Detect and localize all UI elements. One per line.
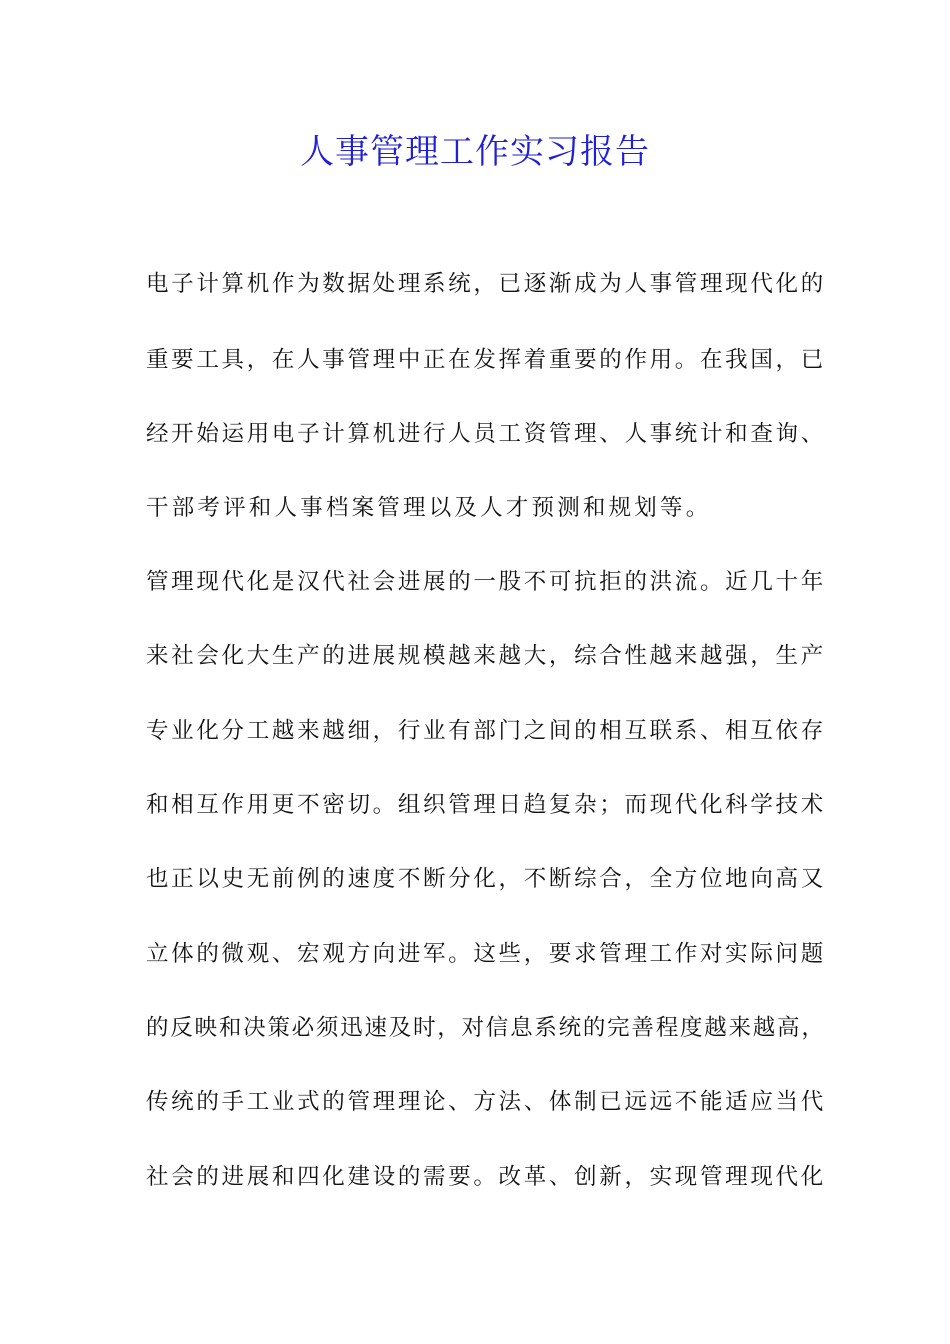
paragraph-line: 社会的进展和四化建设的需要。改革、创新，实现管理现代化: [146, 1164, 826, 1190]
paragraph-line: 也正以史无前例的速度不断分化，不断综合，全方位地向高又: [146, 866, 826, 892]
paragraph-line: 传统的手工业式的管理理论、方法、体制已远远不能适应当代: [146, 1089, 826, 1115]
paragraph-line: 经开始运用电子计算机进行人员工资管理、人事统计和查询、: [146, 421, 826, 447]
paragraph-line: 干部考评和人事档案管理以及人才预测和规划等。: [146, 495, 712, 521]
paragraph-line: 立体的微观、宏观方向进军。这些，要求管理工作对实际问题: [146, 941, 826, 967]
paragraph-line: 来社会化大生产的进展规模越来越大，综合性越来越强，生产: [146, 643, 826, 669]
paragraph-line: 电子计算机作为数据处理系统，已逐渐成为人事管理现代化的: [146, 271, 826, 297]
paragraph-line: 的反映和决策必须迅速及时，对信息系统的完善程度越来越高，: [146, 1015, 826, 1041]
paragraph-line: 管理现代化是汉代社会进展的一股不可抗拒的洪流。近几十年: [146, 569, 826, 595]
document-title: 人事管理工作实习报告: [300, 132, 650, 172]
paragraph-line: 专业化分工越来越细，行业有部门之间的相互联系、相互依存: [146, 718, 826, 744]
paragraph-line: 和相互作用更不密切。组织管理日趋复杂；而现代化科学技术: [146, 792, 826, 818]
paragraph-line: 重要工具，在人事管理中正在发挥着重要的作用。在我国，已: [146, 347, 826, 373]
